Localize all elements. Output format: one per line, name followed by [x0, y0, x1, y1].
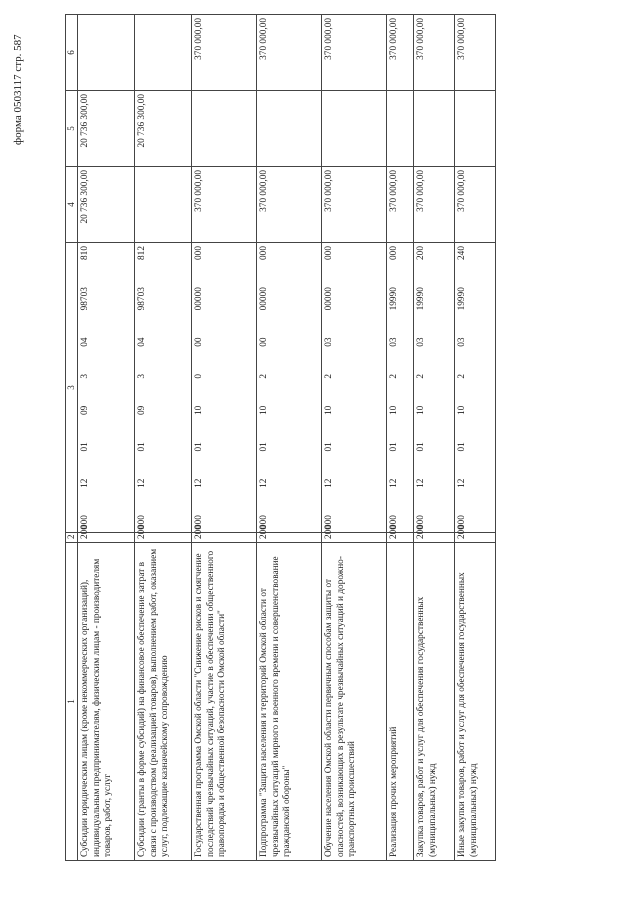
classification-code	[78, 243, 135, 533]
cls-part: 000	[324, 246, 335, 260]
cls-part: 2	[259, 373, 270, 379]
cls-part: 03	[457, 337, 468, 347]
cls-part: 810	[80, 246, 91, 260]
cls-part: 10	[416, 405, 427, 416]
cls-part: 0	[194, 373, 205, 379]
amount-col6	[78, 15, 135, 91]
cls-part: 3	[80, 373, 91, 379]
amount-col5: 20 736 300,00	[78, 91, 135, 167]
cls-part: 12	[416, 478, 427, 488]
cls-part: 00000	[259, 287, 270, 311]
column-header: 3	[66, 243, 78, 533]
cls-part: 000	[259, 246, 270, 260]
amount-col4: 370 000,00	[455, 167, 496, 243]
cls-part: 01	[80, 442, 91, 452]
cls-part: 03	[389, 337, 400, 347]
classification-code	[192, 243, 257, 533]
cls-part: 19990	[416, 287, 427, 311]
cls-part: 10	[457, 405, 468, 416]
cls-part: 04	[80, 337, 91, 347]
table-row	[78, 15, 135, 861]
cls-part: 000	[194, 246, 205, 260]
amount-col6: 370 000,00	[257, 15, 322, 91]
line-code: 200	[257, 533, 322, 543]
cls-part: 09	[80, 405, 91, 416]
cls-part: 03	[416, 337, 427, 347]
classification-code	[414, 243, 455, 533]
row-name: Обучение населения Омской области первичным способам защиты от опасностей, возникающих в результате чрезвычайных ситуаций и дорожно-транспортных происшествий	[322, 543, 387, 861]
amount-col4: 370 000,00	[192, 167, 257, 243]
cls-part: 98703	[137, 287, 148, 311]
cls-part: 2	[389, 373, 400, 379]
line-code: 200	[455, 533, 496, 543]
amount-col5	[322, 91, 387, 167]
row-name: Реализация прочих мероприятий	[387, 543, 414, 861]
amount-col5: 20 736 300,00	[135, 91, 192, 167]
cls-part: 10	[389, 405, 400, 416]
amount-col6	[135, 15, 192, 91]
cls-part: 812	[137, 246, 148, 260]
cls-part: 98703	[80, 287, 91, 311]
line-code: 200	[192, 533, 257, 543]
cls-part: 10	[194, 405, 205, 416]
amount-col6: 370 000,00	[322, 15, 387, 91]
table-row	[322, 15, 387, 861]
cls-part: 12	[194, 478, 205, 488]
amount-col5	[414, 91, 455, 167]
line-code: 200	[322, 533, 387, 543]
cls-part: 00000	[194, 287, 205, 311]
cls-part: 01	[416, 442, 427, 452]
table-row	[135, 15, 192, 861]
row-name: Подпрограмма "Защита населения и территорий Омской области от чрезвычайных ситуаций мирного и военного времени и совершенствование гражданской обороны"	[257, 543, 322, 861]
cls-part: 12	[324, 478, 335, 488]
column-header: 5	[66, 91, 78, 167]
cls-part: 03	[324, 337, 335, 347]
cls-part: 01	[259, 442, 270, 452]
amount-col4: 20 736 300,00	[78, 167, 135, 243]
row-name: Закупка товаров, работ и услуг для обеспечения государственных (муниципальных) нужд	[414, 543, 455, 861]
row-name: Субсидии юридическим лицам (кроме некоммерческих организаций), индивидуальным предпринимателям, физическим лицам - производителям товаров, работ, услуг	[78, 543, 135, 861]
amount-col6: 370 000,00	[192, 15, 257, 91]
amount-col6: 370 000,00	[387, 15, 414, 91]
classification-code	[257, 243, 322, 533]
amount-col5	[387, 91, 414, 167]
cls-part: 000	[137, 515, 148, 529]
cls-part: 000	[416, 515, 427, 529]
amount-col5	[455, 91, 496, 167]
cls-part: 000	[457, 515, 468, 529]
amount-col4: 370 000,00	[387, 167, 414, 243]
cls-part: 10	[259, 405, 270, 416]
table-row	[192, 15, 257, 861]
cls-part: 01	[194, 442, 205, 452]
cls-part: 01	[457, 442, 468, 452]
row-name: Государственная программа Омской области "Снижение рисков и смягчение последствий чрезвычайных ситуаций, участие в обеспечении общественного правопорядка и общественной безопасности Омской области"	[192, 543, 257, 861]
cls-part: 240	[457, 246, 468, 260]
cls-part: 19990	[389, 287, 400, 311]
cls-part: 000	[389, 515, 400, 529]
cls-part: 01	[389, 442, 400, 452]
cls-part: 000	[259, 515, 270, 529]
classification-code	[387, 243, 414, 533]
cls-part: 00000	[324, 287, 335, 311]
classification-code	[322, 243, 387, 533]
column-number-header	[66, 15, 78, 861]
amount-col6: 370 000,00	[455, 15, 496, 91]
cls-part: 12	[457, 478, 468, 488]
amount-col4: 370 000,00	[257, 167, 322, 243]
amount-col4: 370 000,00	[322, 167, 387, 243]
cls-part: 10	[324, 405, 335, 416]
cls-part: 09	[137, 405, 148, 416]
line-code: 200	[414, 533, 455, 543]
cls-part: 12	[80, 478, 91, 488]
column-header: 4	[66, 167, 78, 243]
cls-part: 04	[137, 337, 148, 347]
cls-part: 12	[389, 478, 400, 488]
cls-part: 3	[137, 373, 148, 379]
line-code: 200	[387, 533, 414, 543]
column-header: 2	[66, 533, 78, 543]
row-name: Иные закупки товаров, работ и услуг для обеспечения государственных (муниципальных) нужд	[455, 543, 496, 861]
cls-part: 2	[457, 373, 468, 379]
cls-part: 01	[324, 442, 335, 452]
amount-col5	[192, 91, 257, 167]
cls-part: 01	[137, 442, 148, 452]
line-code: 200	[135, 533, 192, 543]
cls-part: 200	[416, 246, 427, 260]
cls-part: 000	[80, 515, 91, 529]
cls-part: 000	[389, 246, 400, 260]
table-row	[387, 15, 414, 861]
cls-part: 000	[324, 515, 335, 529]
table-row	[414, 15, 455, 861]
amount-col4: 370 000,00	[414, 167, 455, 243]
amount-col6: 370 000,00	[414, 15, 455, 91]
cls-part: 2	[416, 373, 427, 379]
cls-part: 000	[194, 515, 205, 529]
classification-code	[455, 243, 496, 533]
form-reference: форма 0503117 стр. 587	[12, 34, 24, 145]
cls-part: 19990	[457, 287, 468, 311]
cls-part: 00	[194, 337, 205, 347]
table-row	[257, 15, 322, 861]
budget-table	[65, 14, 496, 861]
amount-col4	[135, 167, 192, 243]
column-header: 1	[66, 543, 78, 861]
table-row	[455, 15, 496, 861]
column-header: 6	[66, 15, 78, 91]
cls-part: 2	[324, 373, 335, 379]
cls-part: 00	[259, 337, 270, 347]
cls-part: 12	[137, 478, 148, 488]
amount-col5	[257, 91, 322, 167]
line-code: 200	[78, 533, 135, 543]
row-name: Субсидии (гранты в форме субсидий) на финансовое обеспечение затрат в связи с производством (реализацией товаров), выполнением работ, оказанием услуг, подлежащие казначейскому сопровождению	[135, 543, 192, 861]
classification-code	[135, 243, 192, 533]
cls-part: 12	[259, 478, 270, 488]
